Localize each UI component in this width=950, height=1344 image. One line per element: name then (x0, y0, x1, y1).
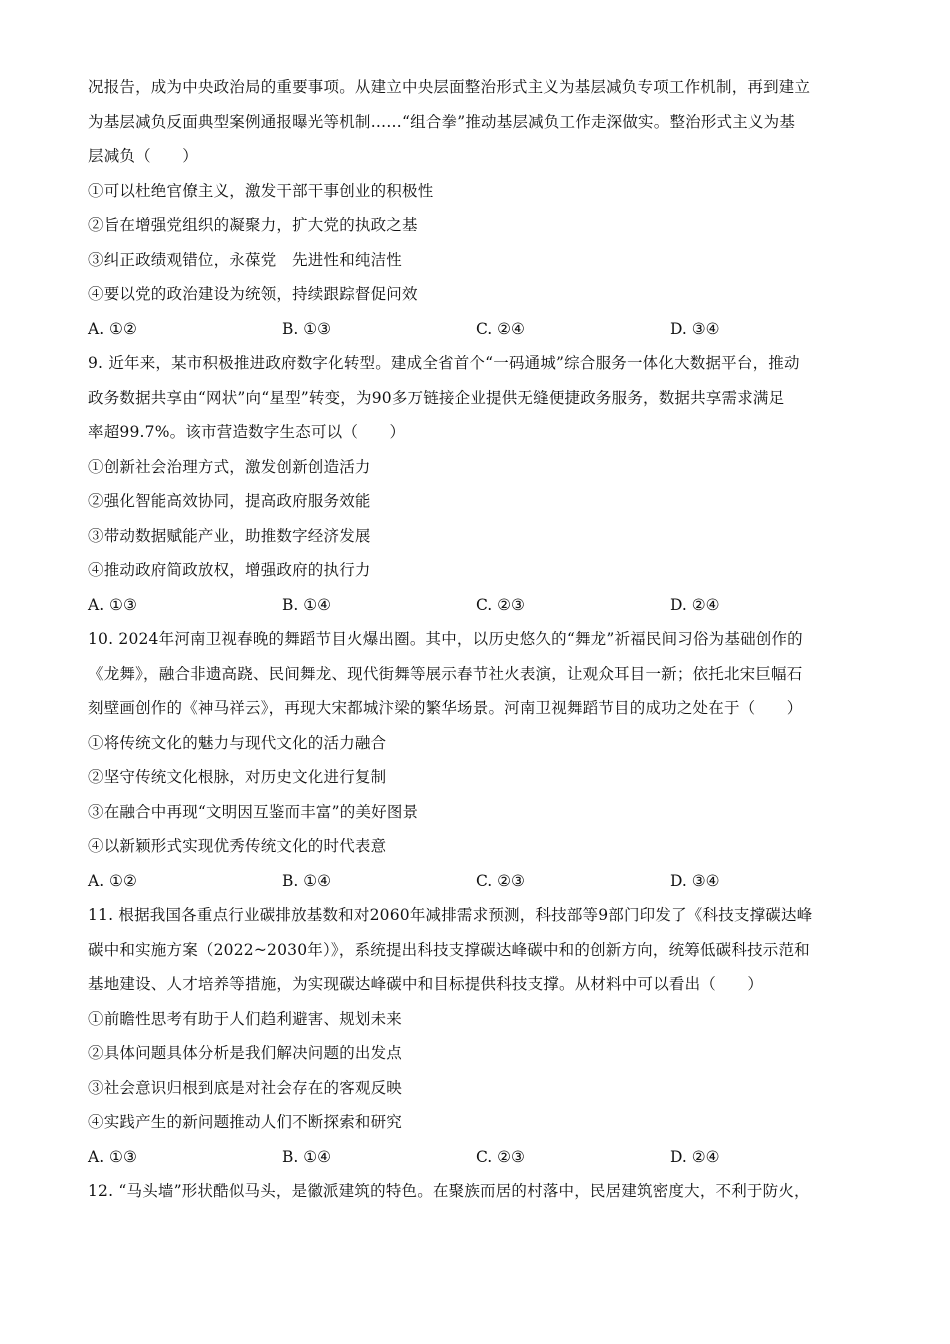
statement: ①可以杜绝官僚主义，激发干部干事创业的积极性 (88, 181, 434, 200)
stem-line: 碳中和实施方案（2022~2030年）》，系统提出科技支撑碳达峰碳中和的创新方向，统筹低碳科技示范和 (88, 940, 810, 959)
stem-line: 刻壁画创作的《神马祥云》，再现大宋都城汴梁的繁华场景。河南卫视舞蹈节目的成功之处在于（ ） (88, 699, 803, 717)
statement: ③社会意识归根到底是对社会存在的客观反映 (88, 1078, 403, 1097)
answer-option: A. ①② (88, 319, 137, 338)
statement: ②坚守传统文化根脉，对历史文化进行复制 (88, 768, 387, 786)
answer-option: C. ②④ (476, 319, 525, 338)
document-page (88, 70, 864, 1209)
question-stem (88, 70, 864, 174)
question-q8 (88, 70, 864, 346)
answer-option: D. ③④ (670, 871, 720, 890)
statement: ②具体问题具体分析是我们解决问题的出发点 (88, 1044, 403, 1062)
stem-line: 基地建设、人才培养等措施，为实现碳达峰碳中和目标提供科技支撑。从材料中可以看出（ ） (88, 975, 764, 993)
answer-option: B. ①④ (282, 871, 332, 890)
stem-line: 政务数据共享由“网状”向“星型”转变，为90多万链接企业提供无缝便捷政务服务，数据共享需求满足 (88, 388, 785, 407)
answer-option: D. ②④ (670, 1147, 720, 1166)
question-q9 (88, 346, 864, 622)
question-q11 (88, 898, 864, 1174)
question-stem (88, 898, 864, 1002)
answer-options (88, 1140, 864, 1175)
statement: ③带动数据赋能产业，助推数字经济发展 (88, 526, 371, 545)
answer-option: B. ①③ (282, 319, 332, 338)
answer-options (88, 588, 864, 623)
stem-line: 为基层减负反面典型案例通报曝光等机制……“组合拳”推动基层减负工作走深做实。整治形式主义为基 (88, 112, 796, 131)
statement: ①前瞻性思考有助于人们趋利避害、规划未来 (88, 1009, 403, 1028)
statement: ④推动政府简政放权，增强政府的执行力 (88, 561, 371, 579)
stem-line: 层减负（ ） (88, 147, 198, 165)
question-q12 (88, 1174, 864, 1209)
answer-options (88, 312, 864, 347)
stem-line: 率超99.7%。该市营造数字生态可以（ ） (88, 423, 406, 441)
statement: ④以新颖形式实现优秀传统文化的时代表意 (88, 837, 387, 855)
question-q10 (88, 622, 864, 898)
statement: ④要以党的政治建设为统领，持续跟踪督促问效 (88, 285, 418, 303)
statement: ②强化智能高效协同，提高政府服务效能 (88, 492, 371, 510)
question-stem (88, 1174, 864, 1209)
statement: ①将传统文化的魅力与现代文化的活力融合 (88, 733, 387, 752)
answer-option: B. ①④ (282, 595, 332, 614)
answer-options (88, 864, 864, 899)
statement: ④实践产生的新问题推动人们不断探索和研究 (88, 1113, 403, 1131)
statement: ①创新社会治理方式，激发创新创造活力 (88, 457, 371, 476)
answer-option: D. ②④ (670, 595, 720, 614)
answer-option: C. ②③ (476, 595, 525, 614)
stem-line: 10. 2024年河南卫视春晚的舞蹈节目火爆出圈。其中，以历史悠久的“舞龙”祈福民间习俗为基础创作的 (88, 630, 803, 648)
statement: ③在融合中再现“文明因互鉴而丰富”的美好图景 (88, 802, 419, 821)
answer-option: C. ②③ (476, 1147, 525, 1166)
stem-line: 11. 根据我国各重点行业碳排放基数和对2060年减排需求预测，科技部等9部门印发了《科技支撑碳达峰 (88, 906, 813, 924)
answer-option: A. ①③ (88, 1147, 137, 1166)
stem-line: 9. 近年来，某市积极推进政府数字化转型。建成全省首个“一码通城”综合服务一体化大数据平台，推动 (88, 354, 800, 372)
stem-line: 《龙舞》，融合非遗高跷、民间舞龙、现代街舞等展示春节社火表演，让观众耳目一新；依托北宋巨幅石 (88, 664, 803, 683)
answer-option: A. ①② (88, 871, 137, 890)
answer-option: A. ①③ (88, 595, 137, 614)
stem-line: 12. “马头墙”形状酷似马头，是徽派建筑的特色。在聚族而居的村落中，民居建筑密度大，不利于防火， (88, 1182, 810, 1200)
question-stem (88, 622, 864, 726)
statement: ③纠正政绩观错位，永葆党 先进性和纯洁性 (88, 250, 403, 269)
statement: ②旨在增强党组织的凝聚力，扩大党的执政之基 (88, 216, 418, 234)
stem-line: 况报告，成为中央政治局的重要事项。从建立中央层面整治形式主义为基层减负专项工作机制，再到建立 (88, 78, 811, 96)
answer-option: B. ①④ (282, 1147, 332, 1166)
answer-option: D. ③④ (670, 319, 720, 338)
question-stem (88, 346, 864, 450)
answer-option: C. ②③ (476, 871, 525, 890)
